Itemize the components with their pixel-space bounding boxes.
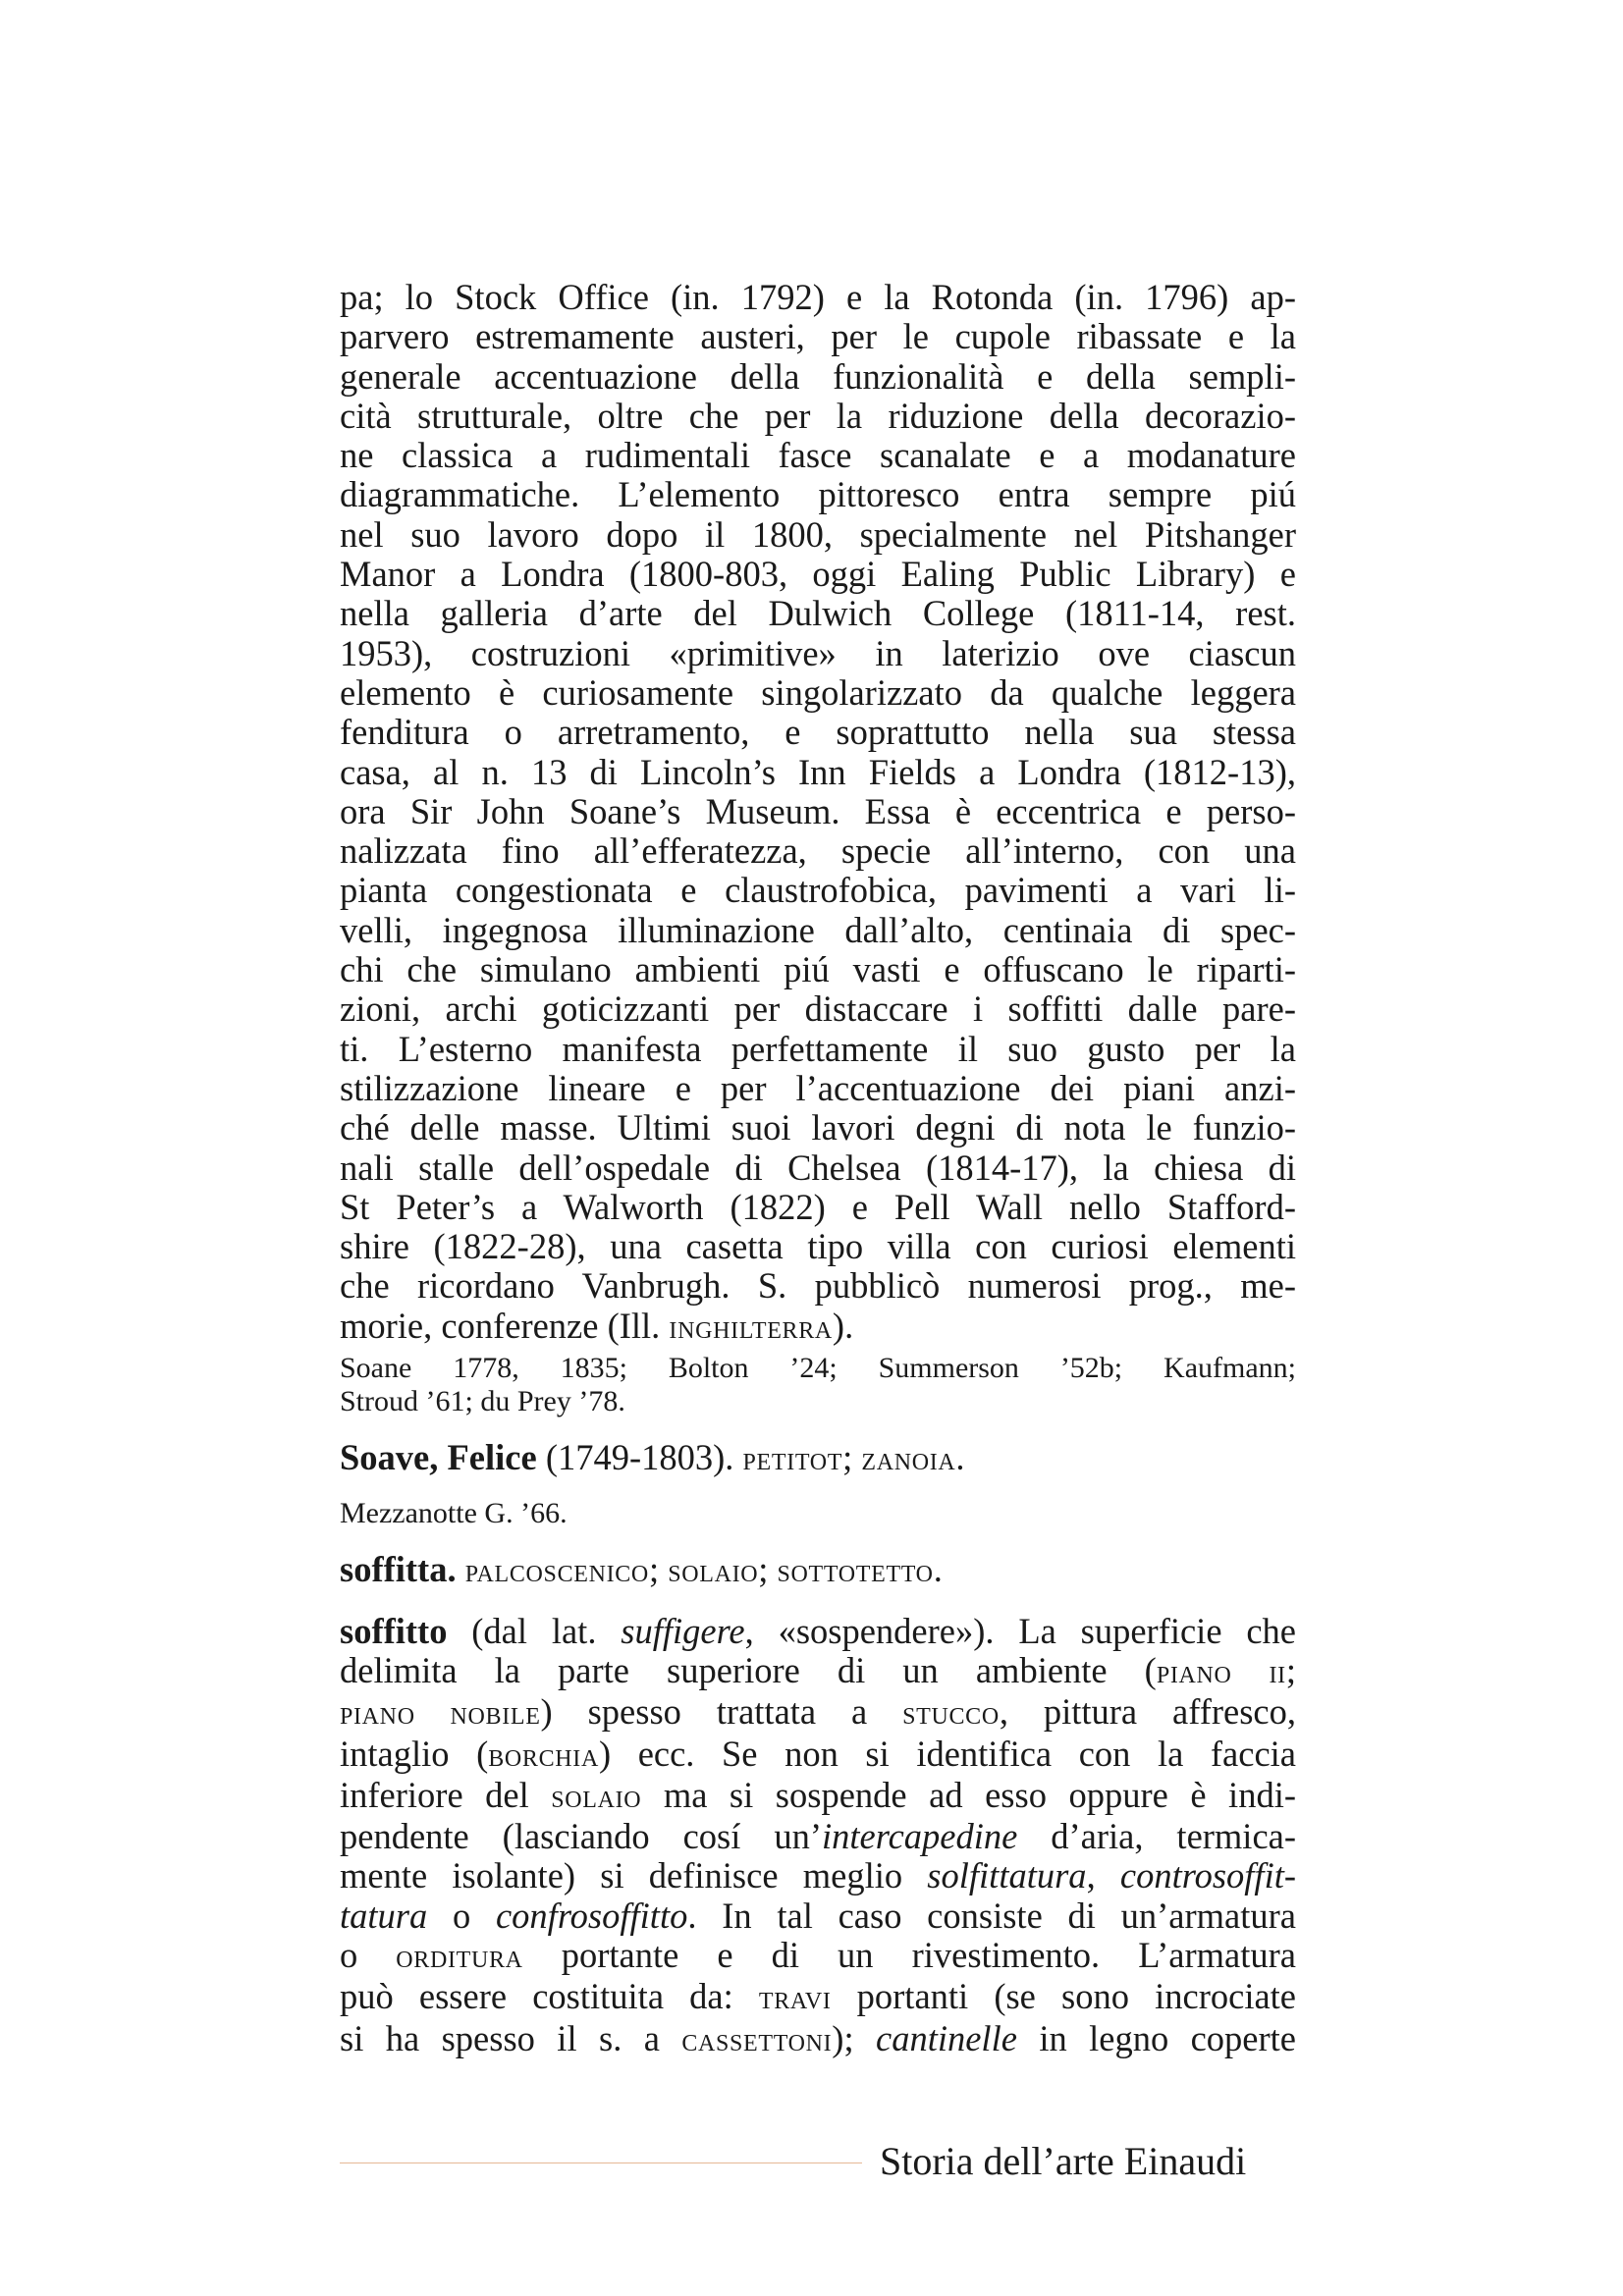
text-line: [340, 1817, 1296, 1856]
text-line: ti. L’esterno manifesta perfettamente il suo gusto per la: [340, 1028, 1296, 1069]
text-line: parvero estremamente austeri, per le cupole ribassate e la: [340, 316, 1296, 357]
cross-reference: palcoscenico: [464, 1553, 649, 1590]
text-fragment: mente isolante) si definisce meglio: [340, 1855, 928, 1896]
text-fragment: );: [832, 2017, 876, 2058]
text-line: zioni, archi goticizzanti per distaccare i soffitti dalle pare-: [340, 988, 1296, 1030]
cross-reference: cassettoni: [681, 2021, 833, 2058]
text-line: ora Sir John Soane’s Museum. Essa è eccentrica e perso-: [340, 790, 1296, 831]
footer-title: Storia dell’arte Einaudi: [880, 2139, 1247, 2183]
text-line: pa; lo Stock Office (in. 1792) e la Rotonda (in. 1796) ap-: [340, 277, 1296, 317]
headword: soffitto: [340, 1610, 448, 1651]
cross-reference: orditura: [396, 1938, 523, 1975]
text-line: [340, 1438, 1296, 1479]
text-fragment: inferiore del: [340, 1774, 552, 1815]
text-fragment: può essere costituita da:: [340, 1976, 759, 2017]
text-line: ne classica a rudimentali fasce scanalate e a modanature: [340, 435, 1296, 476]
text-line: velli, ingegnosa illuminazione dall’alto, centinaia di spec-: [340, 909, 1296, 950]
text-fragment: , «sospendere»). La superficie che: [744, 1610, 1296, 1651]
italic-term: intercapedine: [822, 1816, 1018, 1857]
text-line: nalizzata fino all’efferatezza, specie all’interno, con una: [340, 830, 1296, 872]
entry-soave: [340, 1438, 1296, 1479]
text-fragment: ;: [842, 1437, 862, 1478]
italic-term: cantinelle: [876, 2017, 1017, 2058]
text-fragment: ,: [1086, 1855, 1120, 1896]
text-line: nel suo lavoro dopo il 1800, specialmente nel Pitshanger: [340, 513, 1296, 555]
text-line: [340, 1735, 1296, 1776]
italic-term: solfittatura: [927, 1855, 1087, 1896]
text-line: [340, 1612, 1296, 1651]
text-line: [340, 1651, 1296, 1692]
text-line: casa, al n. 13 di Lincoln’s Inn Fields a Londra (1812-13),: [340, 751, 1296, 792]
text-line: cità strutturale, oltre che per la riduzione della decorazio-: [340, 395, 1296, 436]
text-fragment: .: [955, 1437, 965, 1478]
text-fragment: ).: [832, 1305, 854, 1346]
text-line: che ricordano Vanbrugh. S. pubblicò numerosi prog., me-: [340, 1265, 1296, 1307]
text-fragment: pendente (lasciando cosí un’: [340, 1816, 822, 1857]
text-fragment: d’aria, termica-: [1017, 1816, 1297, 1857]
text-fragment: ) ecc. Se non si identifica con la faccia: [598, 1733, 1297, 1774]
italic-term: controsoffit-: [1119, 1855, 1297, 1896]
text-fragment: [457, 1549, 465, 1589]
text-fragment: (1749-1803).: [536, 1437, 743, 1478]
text-fragment: ma si sospende ad esso oppure è indi-: [641, 1774, 1296, 1815]
text-line: 1953), costruzioni «primitive» in laterizio ove ciascun: [340, 632, 1296, 673]
soane-entry-continuation: [340, 278, 1296, 1348]
entry-soffitto: [340, 1612, 1296, 2060]
text-fragment: (dal lat.: [447, 1610, 622, 1651]
text-fragment: delimita la parte superiore di un ambiente (: [340, 1649, 1157, 1690]
text-fragment: .: [933, 1549, 943, 1590]
text-line: nali stalle dell’ospedale di Chelsea (1814-17), la chiesa di: [340, 1147, 1296, 1188]
text-fragment: ;: [1285, 1649, 1296, 1690]
text-line: [340, 2019, 1296, 2060]
text-line: St Peter’s a Walworth (1822) e Pell Wall nello Stafford-: [340, 1186, 1296, 1227]
text-line: stilizzazione lineare e per l’accentuazione dei piani anzi-: [340, 1067, 1296, 1108]
text-line: elemento è curiosamente singolarizzato da qualche leggera: [340, 671, 1296, 713]
biblio-line: Soane 1778, 1835; Bolton ’24; Summerson ’52b; Kaufmann;: [340, 1352, 1296, 1385]
text-fragment: ) spesso trattata a: [540, 1691, 903, 1733]
text-line: [340, 1896, 1296, 1936]
cross-reference: travi: [758, 1980, 832, 2017]
text-line: Manor a Londra (1800-803, oggi Ealing Public Library) e: [340, 554, 1296, 595]
text-line: ché delle masse. Ultimi suoi lavori degni di nota le funzio-: [340, 1107, 1296, 1148]
text-line: [340, 1856, 1296, 1896]
text-line: [340, 1977, 1296, 2018]
cross-reference: piano ii: [1156, 1653, 1286, 1690]
cross-reference: borchia: [488, 1736, 599, 1774]
text-fragment: ;: [648, 1549, 669, 1590]
text-fragment: intaglio (: [340, 1733, 489, 1774]
biblio-line: Stroud ’61; du Prey ’78.: [340, 1385, 625, 1418]
cross-reference: sottotetto: [777, 1553, 934, 1590]
text-fragment: ;: [758, 1549, 778, 1590]
text-line: [340, 1776, 1296, 1817]
text-line: nella galleria d’arte del Dulwich College (1811-14, rest.: [340, 593, 1296, 634]
text-line: [340, 1550, 1296, 1591]
text-fragment: o: [427, 1895, 496, 1936]
italic-term: tatura: [340, 1895, 428, 1936]
text-line: [340, 1307, 1296, 1348]
cross-reference: inghilterra: [669, 1308, 833, 1346]
headword: soffitta.: [340, 1549, 457, 1590]
text-block: [340, 278, 1296, 2060]
cross-reference: solaio: [668, 1553, 759, 1590]
text-line: [340, 1692, 1296, 1734]
text-fragment: in legno coperte: [1016, 2017, 1297, 2058]
text-fragment: o: [340, 1934, 397, 1975]
text-line: pianta congestionata e claustrofobica, pavimenti a vari li-: [340, 870, 1296, 911]
text-line: [340, 1936, 1296, 1977]
text-fragment: morie, conferenze (Ill.: [340, 1305, 670, 1346]
headword: Soave, Felice: [340, 1437, 537, 1478]
cross-reference: zanoia: [861, 1441, 956, 1478]
soave-bibliography: Mezzanotte G. ’66.: [340, 1497, 568, 1530]
text-fragment: portanti (se sono incrociate: [831, 1976, 1296, 2017]
cross-reference: solaio: [551, 1778, 642, 1815]
text-fragment: , pittura affresco,: [999, 1691, 1296, 1733]
text-line: fenditura o arretramento, e soprattutto nella sua stessa: [340, 712, 1296, 753]
cross-reference: stucco: [902, 1695, 1000, 1733]
text-fragment: . In tal caso consiste di un’armatura: [687, 1895, 1296, 1936]
cross-reference: piano nobile: [340, 1695, 541, 1733]
text-line: shire (1822-28), una casetta tipo villa con curiosi elementi: [340, 1226, 1296, 1267]
entry-soffitta: [340, 1550, 1296, 1591]
soane-bibliography: [340, 1352, 1296, 1418]
text-fragment: si ha spesso il s. a: [340, 2017, 682, 2058]
text-fragment: portante e di un rivestimento. L’armatura: [522, 1934, 1297, 1975]
text-line: chi che simulano ambienti piú vasti e offuscano le riparti-: [340, 949, 1296, 990]
cross-reference: petitot: [742, 1441, 843, 1478]
text-line: diagrammatiche. L’elemento pittoresco entra sempre piú: [340, 474, 1296, 515]
italic-term: suffigere: [621, 1610, 745, 1651]
text-line: generale accentuazione della funzionalità e della sempli-: [340, 355, 1296, 397]
italic-term: confrosoffitto: [495, 1895, 688, 1936]
